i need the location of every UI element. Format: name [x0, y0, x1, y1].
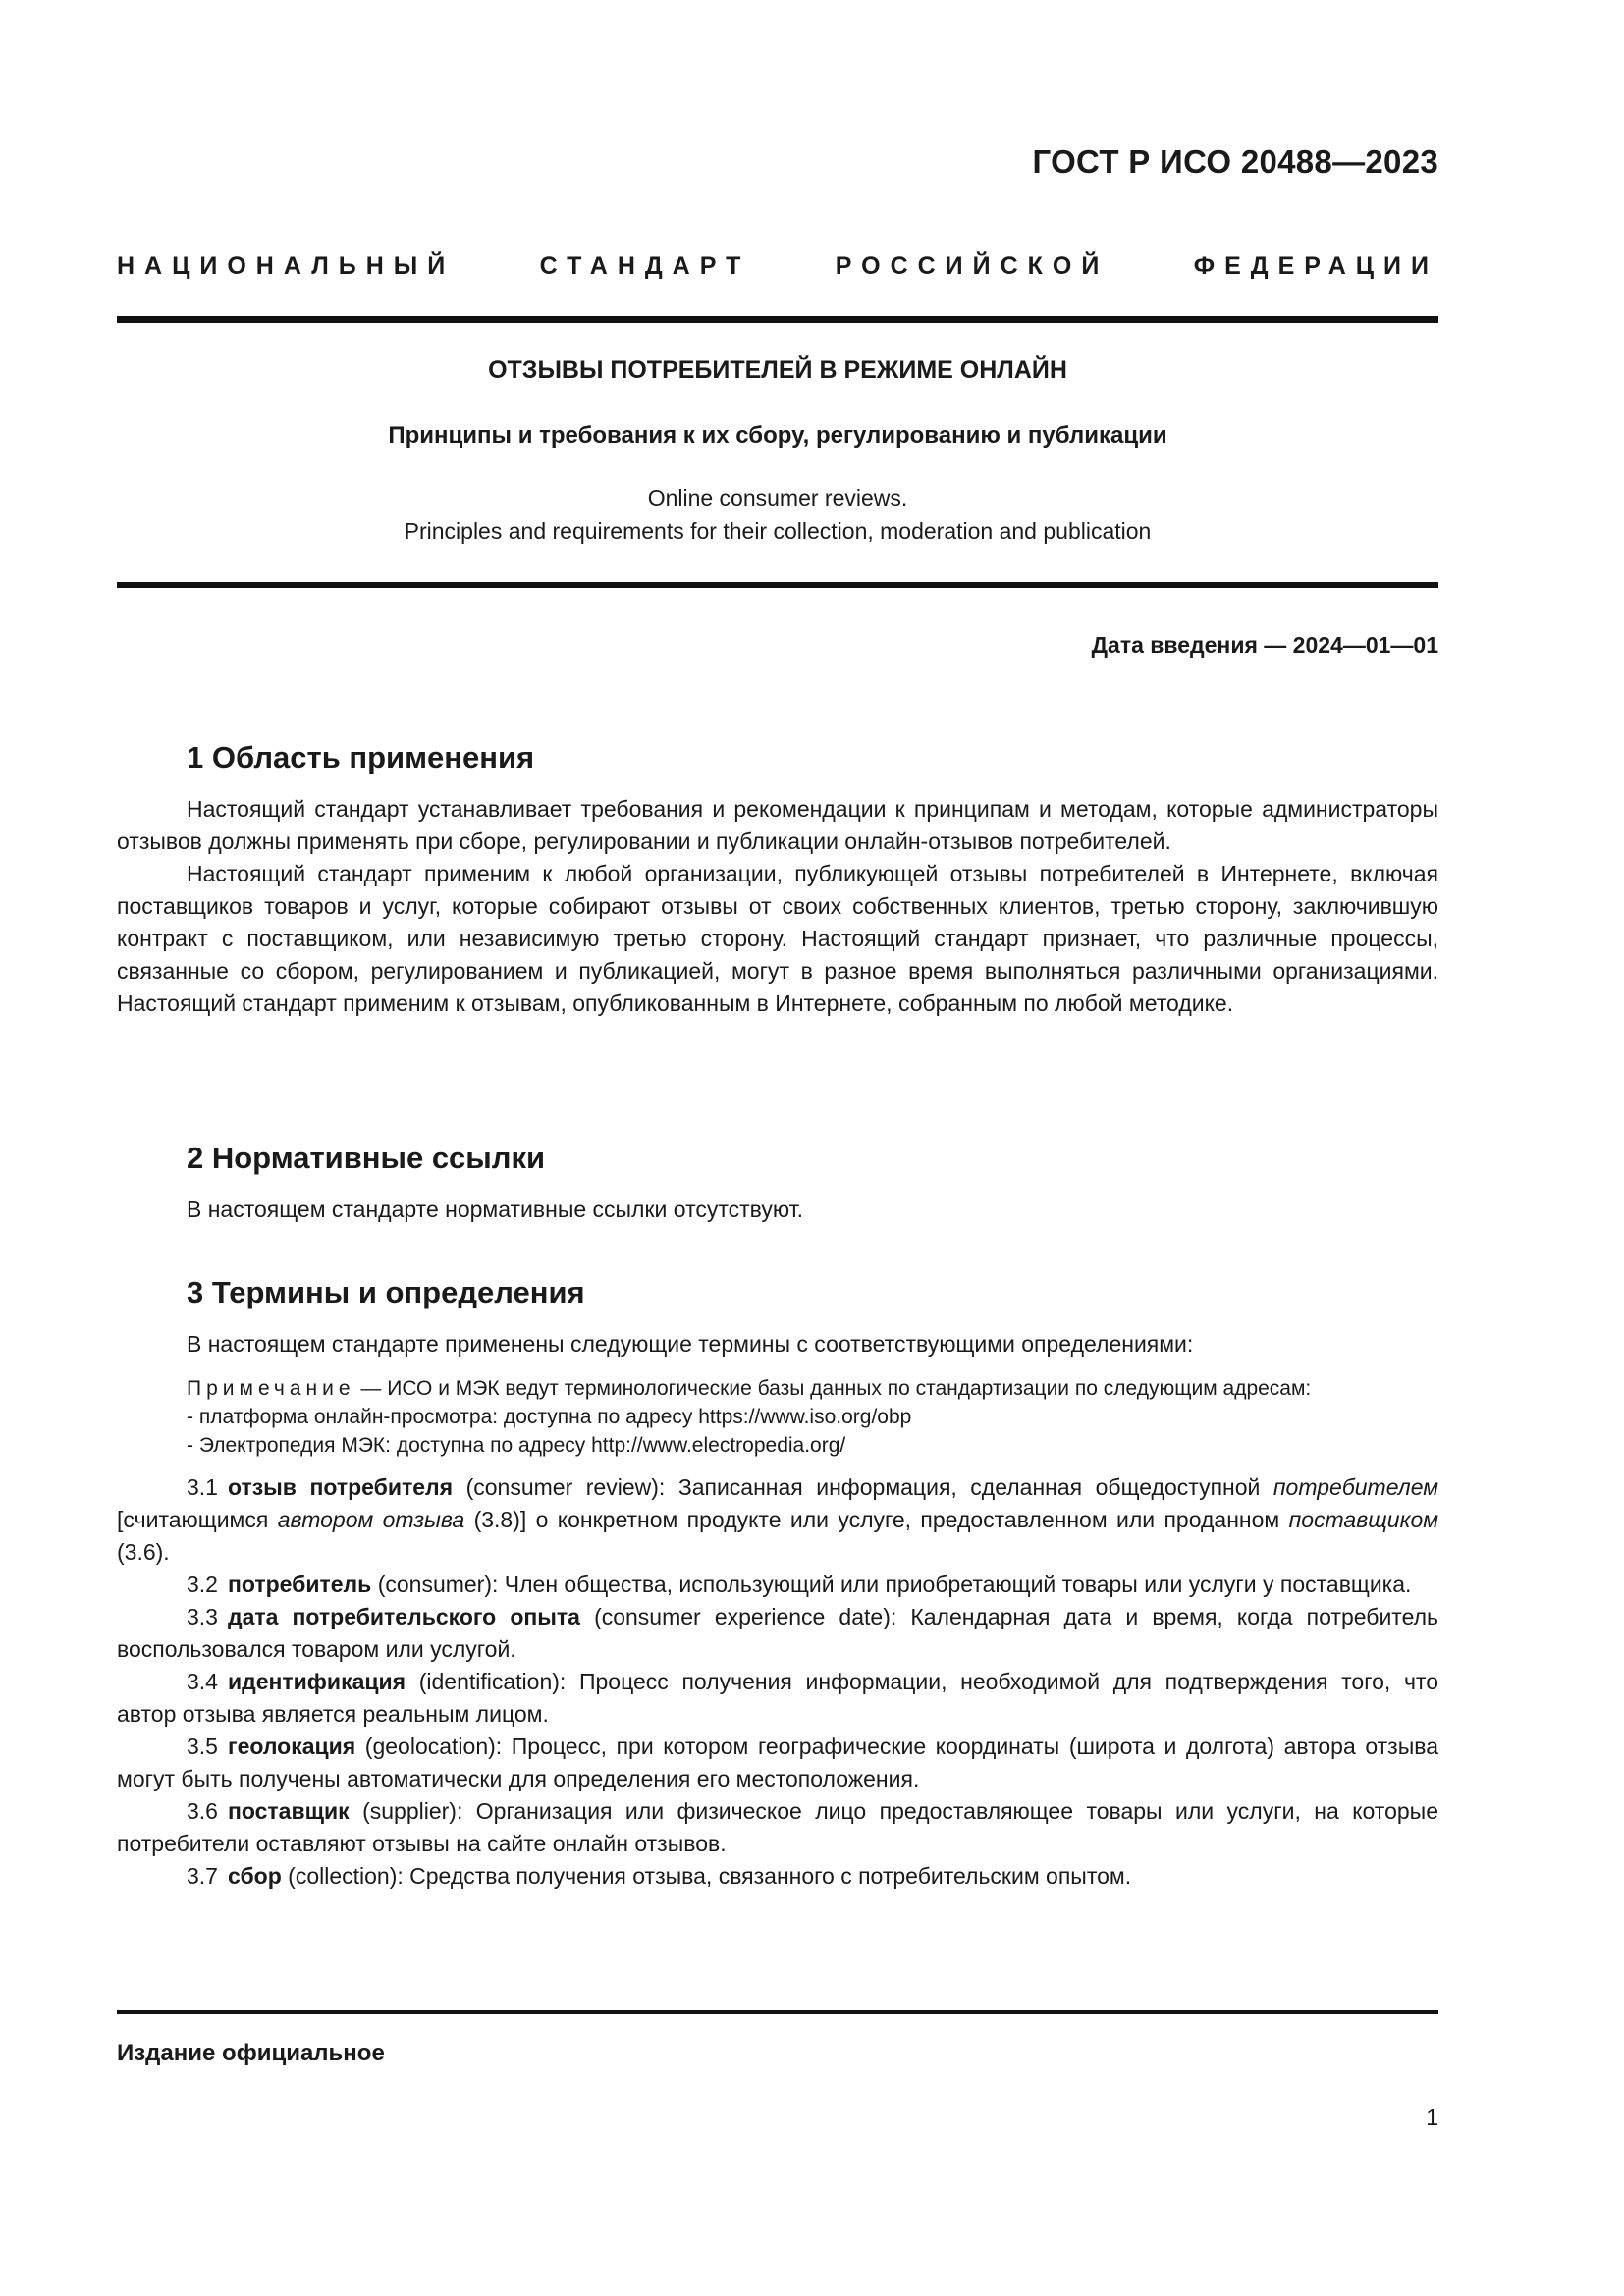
term-english: (supplier): [349, 1798, 476, 1824]
term-definition: Организация или физическое лицо предоставляющее товары или услуги, на которые потребители оставляют отзывы на сайте онлайн отзывов. [117, 1798, 1438, 1856]
footer-divider [117, 2010, 1438, 2014]
term-definition: (3.8)] о конкретном продукте или услуге, предоставленном или проданном [464, 1507, 1289, 1532]
term-3-1 [117, 1471, 1438, 1569]
term-english: (geolocation): [355, 1734, 512, 1759]
section-3-heading: 3 Термины и определения [187, 1275, 585, 1309]
term-definition: Записанная информация, сделанная общедоступной [677, 1474, 1273, 1500]
term-english: (identification): [406, 1669, 579, 1694]
note-item-electropedia: - Электропедия МЭК: доступна по адресу http://www.electropedia.org/ [187, 1434, 846, 1457]
term-name: сбор [227, 1863, 282, 1889]
term-definition: Процесс получения информации, необходимой для подтверждения того, что автор отзыва является реальным лицом. [117, 1669, 1438, 1727]
terminology-note [117, 1374, 1438, 1403]
term-name: потребитель [227, 1572, 372, 1597]
term-definition-italic: автором отзыва [277, 1507, 465, 1532]
term-definition: Процесс, при котором географические координаты (широта и долгота) автора отзыва могут быть получены автоматически для определения его местоположения. [117, 1734, 1438, 1791]
term-definition: Календарная дата и время, когда потребитель воспользовался товаром или услугой. [117, 1604, 1439, 1662]
term-definition-italic: поставщиком [1288, 1507, 1439, 1532]
term-definition: (3.6). [117, 1539, 170, 1565]
term-number: 3.3 [187, 1604, 218, 1629]
national-standard-banner: НАЦИОНАЛЬНЫЙ СТАНДАРТ РОССИЙСКОЙ ФЕДЕРАЦИИ [117, 252, 1438, 280]
term-english: (collection): [281, 1863, 410, 1889]
term-3-6 [117, 1795, 1438, 1860]
official-edition-label: Издание официальное [117, 2040, 385, 2066]
document-subtitle: Принципы и требования к их сбору, регулированию и публикации [388, 422, 1167, 449]
term-definition-italic: потребителем [1272, 1474, 1439, 1500]
term-name: идентификация [227, 1669, 406, 1694]
english-title [117, 481, 1438, 548]
term-name: геолокация [227, 1734, 356, 1759]
title-divider [117, 582, 1438, 588]
term-3-7 [117, 1860, 1438, 1893]
section-2-heading: 2 Нормативные ссылки [187, 1141, 546, 1175]
top-divider [117, 316, 1438, 323]
note-label: Примечание [187, 1377, 355, 1400]
english-title-line-2: Principles and requirements for their collection, moderation and publication [404, 518, 1152, 544]
section-1-paragraph-1: Настоящий стандарт устанавливает требования и рекомендации к принципам и методам, которые администраторы отзывов должны применять при сборе, регулировании и публикации онлайн-отзывов потребителей. [117, 796, 1438, 854]
section-1-heading: 1 Область применения [187, 740, 535, 774]
term-definition: [считающимся [117, 1507, 278, 1532]
term-number: 3.4 [187, 1669, 218, 1694]
term-number: 3.5 [187, 1734, 218, 1759]
term-name: поставщик [227, 1798, 350, 1824]
note-text: — ИСО и МЭК ведут терминологические базы данных по стандартизации по следующим адресам: [354, 1377, 1312, 1400]
term-number: 3.6 [187, 1798, 218, 1824]
document-title: ОТЗЫВЫ ПОТРЕБИТЕЛЕЙ В РЕЖИМЕ ОНЛАЙН [488, 356, 1067, 384]
section-2 [117, 1142, 1438, 1226]
term-name: дата потребительского опыта [227, 1604, 580, 1629]
term-number: 3.7 [187, 1863, 218, 1889]
term-3-4 [117, 1666, 1438, 1731]
section-2-paragraph: В настоящем стандарте нормативные ссылки отсутствуют. [187, 1197, 803, 1222]
term-english: (consumer review): [453, 1474, 678, 1500]
term-3-5 [117, 1731, 1438, 1795]
term-english: (consumer experience date): [579, 1604, 911, 1629]
term-english: (consumer): [371, 1572, 505, 1597]
english-title-line-1: Online consumer reviews. [647, 485, 908, 510]
term-definition: Средства получения отзыва, связанного с потребительским опытом. [409, 1863, 1132, 1889]
section-1-paragraph-2: Настоящий стандарт применим к любой организации, публикующей отзывы потребителей в Интернете, включая поставщиков товаров и услуг, которые собирают отзывы от своих собственных клиентов, третью сторону, заключившую контракт с поставщиком, или независимую третью сторону. Настоящий стандарт признает, что различные процессы, связанные со сбором, регулированием и публикацией, могут в разное время выполняться различными организациями. Настоящий стандарт применим к отзывам, опубликованным в Интернете, собранным по любой методике. [117, 861, 1438, 1016]
standard-number: ГОСТ Р ИСО 20488—2023 [1032, 143, 1438, 180]
section-1 [117, 741, 1438, 1020]
term-3-3 [117, 1601, 1438, 1666]
term-3-2 [117, 1569, 1438, 1601]
section-3 [117, 1276, 1438, 1893]
term-number: 3.2 [187, 1572, 218, 1597]
note-item-iso-obp: - платформа онлайн-просмотра: доступна по адресу https://www.iso.org/obp [187, 1406, 912, 1428]
term-definition: Член общества, использующий или приобретающий товары или услуги у поставщика. [504, 1572, 1412, 1597]
introduction-date: Дата введения — 2024—01—01 [1091, 632, 1438, 658]
section-3-intro: В настоящем стандарте применены следующие термины с соответствующими определениями: [187, 1331, 1194, 1357]
page-number: 1 [1426, 2105, 1438, 2130]
term-number: 3.1 [187, 1474, 218, 1500]
term-name: отзыв потребителя [227, 1474, 454, 1500]
